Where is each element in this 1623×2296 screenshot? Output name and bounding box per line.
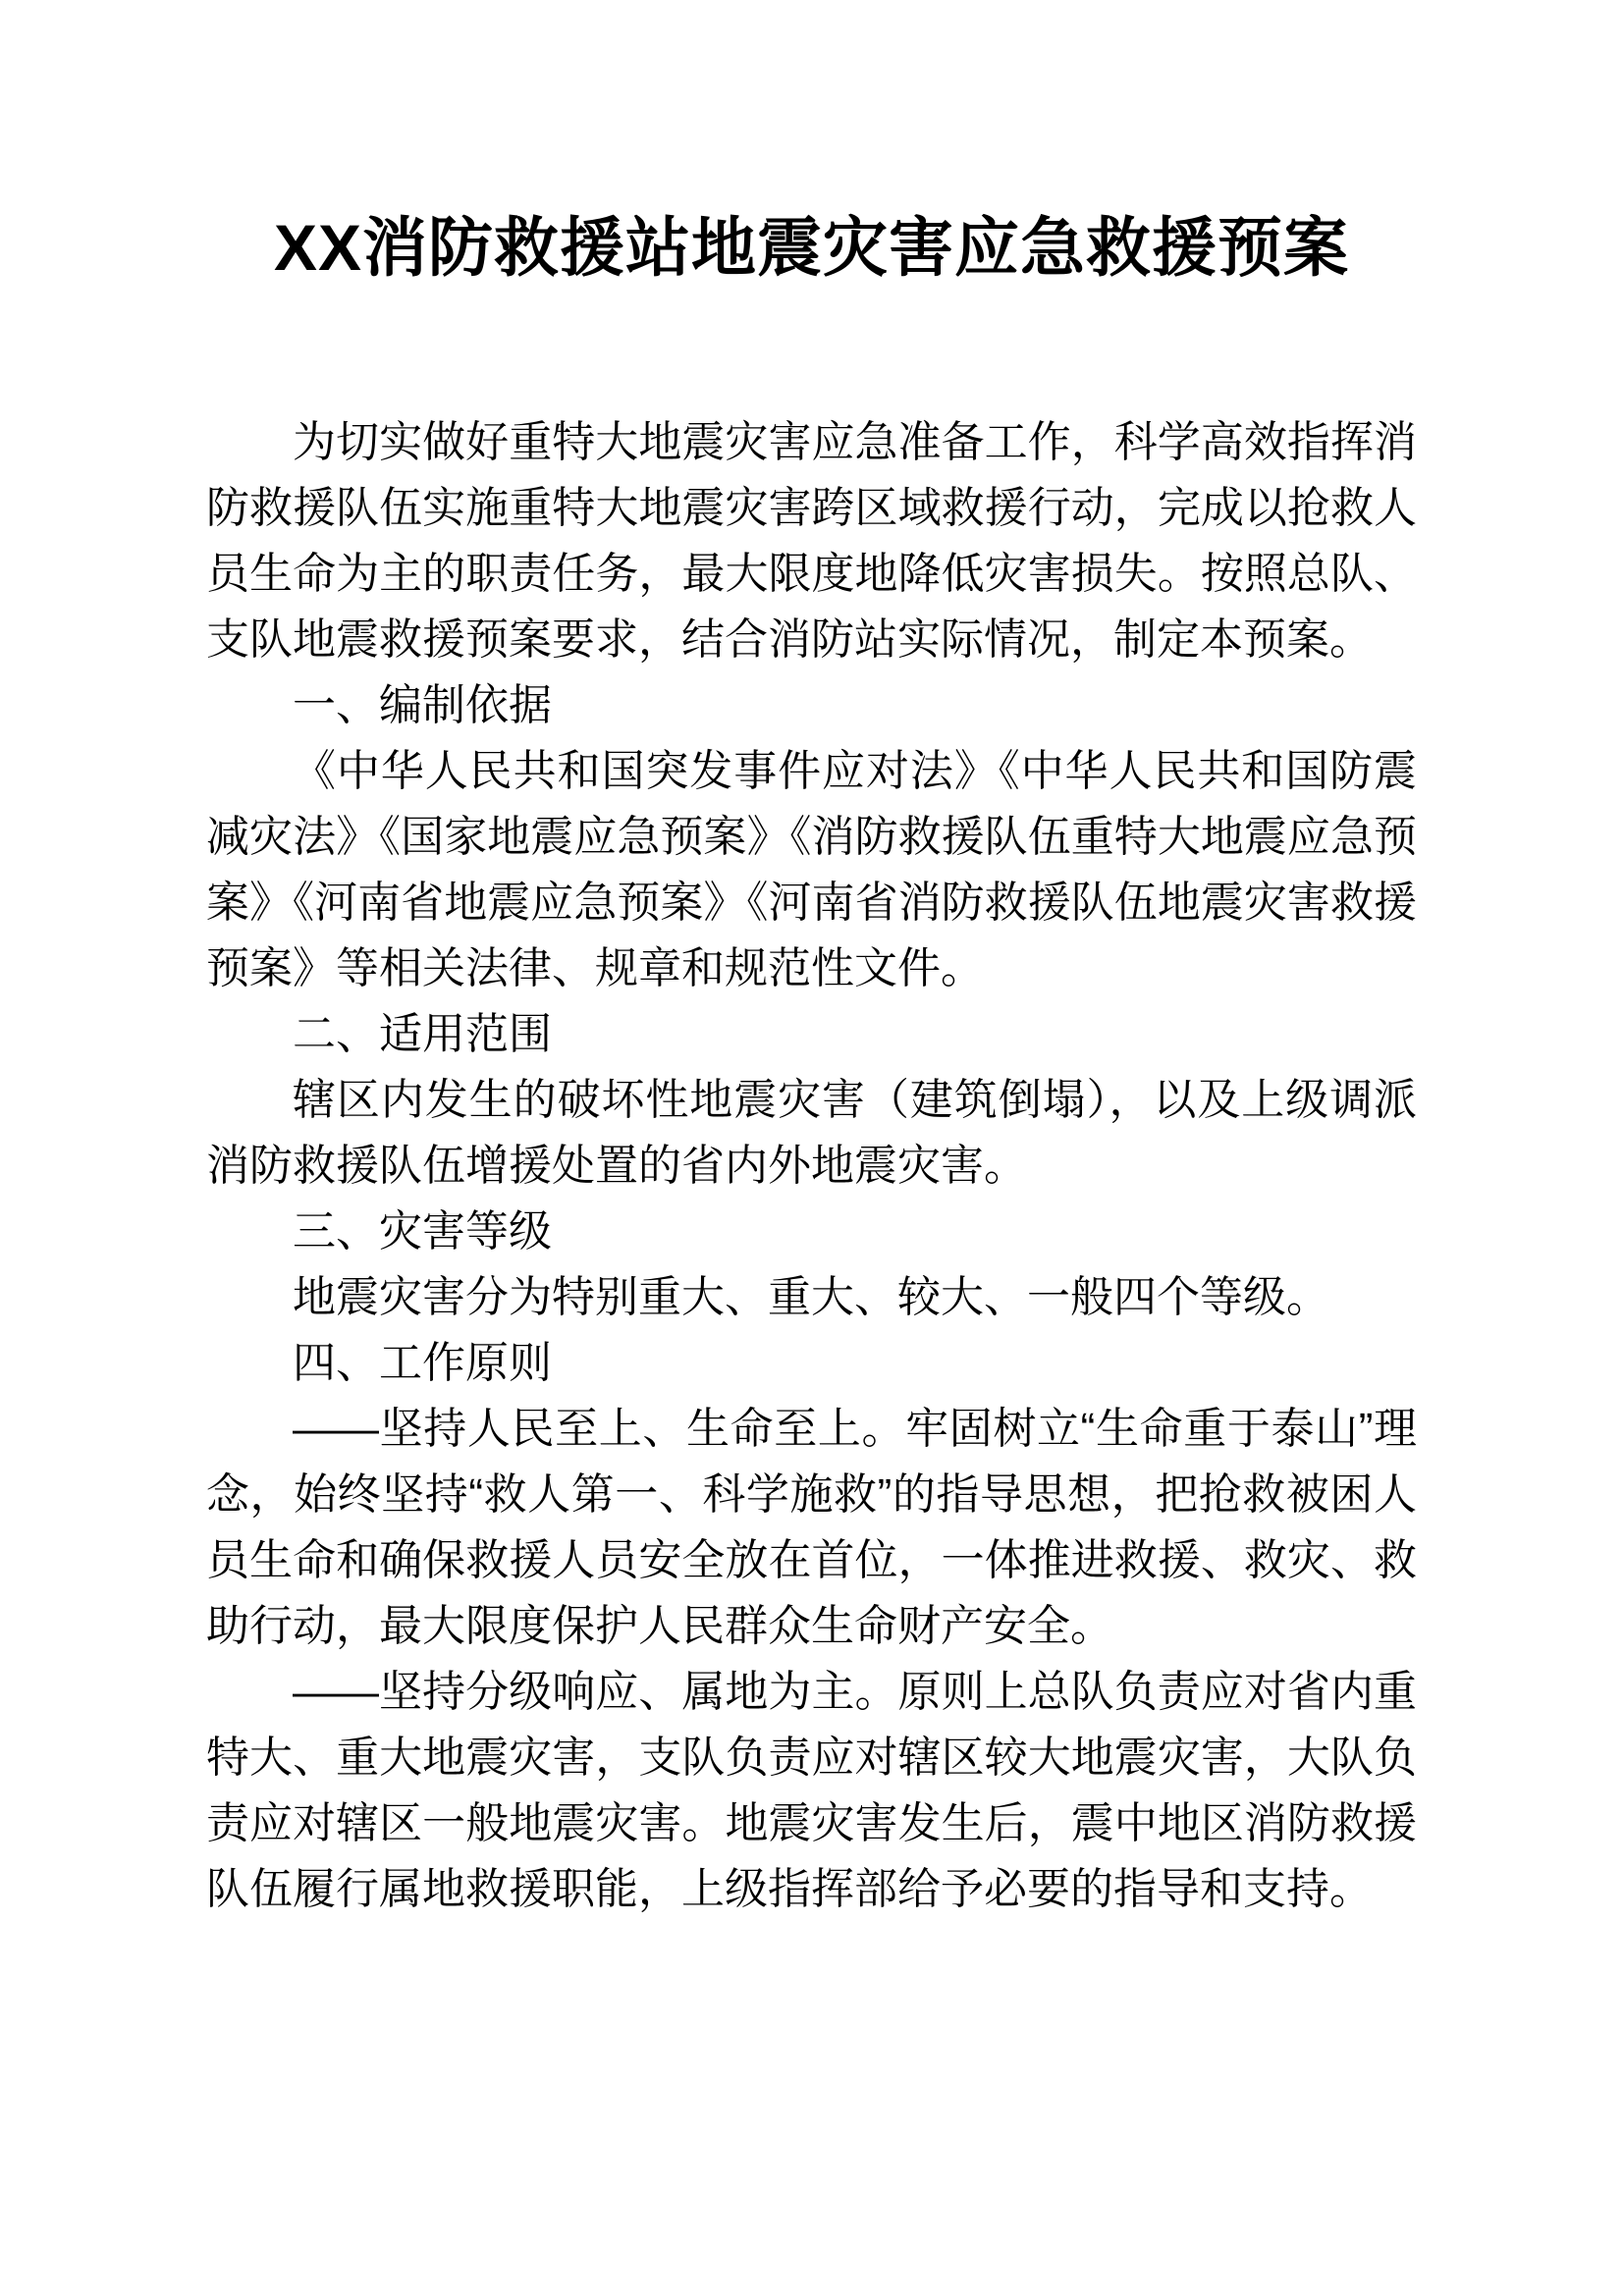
paragraph-principle-1: ——坚持人民至上、生命至上。牢固树立“生命重于泰山”理念，始终坚持“救人第一、科学施救”的指导思想，把抢救被困人员生命和确保救援人员安全放在首位，一体推进救援、救灾、救助行动，最大限度保护人民群众生命财产安全。 xyxy=(206,1404,1417,1650)
paragraph-principle-2: ——坚持分级响应、属地为主。原则上总队负责应对省内重特大、重大地震灾害，支队负责应对辖区较大地震灾害，大队负责应对辖区一般地震灾害。地震灾害发生后，震中地区消防救援队伍履行属地救援职能，上级指挥部给予必要的指导和支持。 xyxy=(206,1667,1417,1913)
paragraph-disaster-levels: 地震灾害分为特别重大、重大、较大、一般四个等级。 xyxy=(293,1272,1329,1321)
document-title: XX消防救援站地震灾害应急救援预案 xyxy=(273,211,1350,284)
paragraph-intro: 为切实做好重特大地震灾害应急准备工作，科学高效指挥消防救援队伍实施重特大地震灾害跨区域救援行动，完成以抢救人员生命为主的职责任务，最大限度地降低灾害损失。按照总队、支队地震救援预案要求，结合消防站实际情况，制定本预案。 xyxy=(206,417,1417,664)
section-heading-3: 三、灾害等级 xyxy=(293,1206,552,1255)
section-heading-2: 二、适用范围 xyxy=(293,1009,552,1058)
section-heading-4: 四、工作原则 xyxy=(293,1338,552,1387)
section-heading-1: 一、编制依据 xyxy=(293,680,552,729)
paragraph-scope: 辖区内发生的破坏性地震灾害（建筑倒塌），以及上级调派消防救援队伍增援处置的省内外地震灾害。 xyxy=(206,1075,1417,1190)
document-body xyxy=(206,409,1417,1922)
paragraph-legal-basis: 《中华人民共和国突发事件应对法》《中华人民共和国防震减灾法》《国家地震应急预案》《消防救援队伍重特大地震应急预案》《河南省地震应急预案》《河南省消防救援队伍地震灾害救援预案》等相关法律、规章和规范性文件。 xyxy=(206,746,1417,992)
